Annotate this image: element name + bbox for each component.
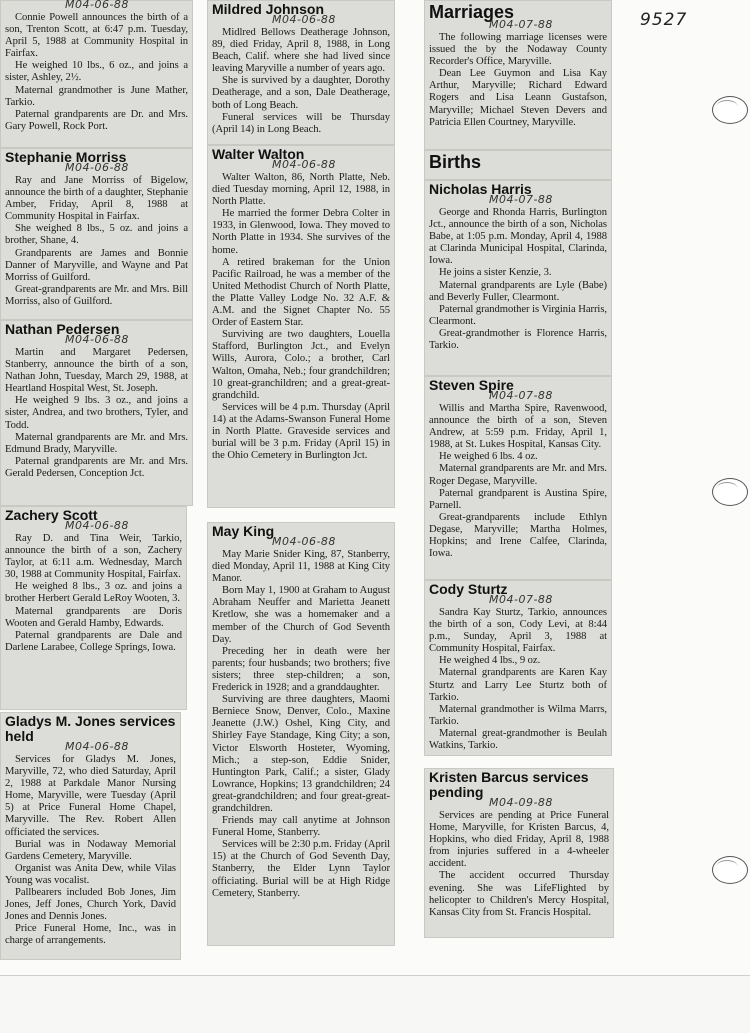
clipping-paragraph: Maternal grandmother is Wilma Marrs, Tarkio. <box>429 703 607 727</box>
clipping-paragraph: Maternal grandmother is June Mather, Tarkio. <box>5 84 188 108</box>
handwritten-date: M04-06-88 <box>272 158 336 171</box>
clipping-heading: Walter Walton <box>212 146 305 162</box>
clipping-paragraph: Great-grandmother is Florence Harris, Tarkio. <box>429 327 607 352</box>
clipping-heading: Nicholas Harris <box>429 181 532 197</box>
clipping-paragraph: Surviving are three daughters, Maomi Berniece Snow, Denver, Colo., Maxine Jeanette (J.W.) Oshel, King City, and Shirley Faye Standage, King City; a son, Victor Elsworth Hosteter, Wyoming, Mich.; a step-son, Eddie Snider, Huntington Park, Calif.; a sister, Glady Lowrance, Hopkins; 13 grandchildren; 24 great-grandchildren; and four great-great-grandchildren. <box>212 694 390 814</box>
clipping-paragraph: Sandra Kay Sturtz, Tarkio, announces the birth of a son, Cody Levi, at 8:44 p.m., Sunday, April 3, 1988 at Community Hospital, Fairfax. <box>429 607 607 655</box>
clipping-powell-birth <box>0 0 193 148</box>
clipping-paragraph: Services will be 4 p.m. Thursday (April 14) at the Adams-Swanson Funeral Home in North Platte. Graveside services and burial will be 3 p.m. Friday (April 15) in the Ohio Cemetery in Burlington Jct. <box>212 401 390 462</box>
clipping-pedersen-birth <box>0 320 193 506</box>
clipping-paragraph: George and Rhonda Harris, Burlington Jct., announce the birth of a son, Nicholas Babe, at 1:05 p.m. Monday, April 4, 1988 at Clarinda Municipal Hospital, Clarinda, Iowa. <box>429 207 607 267</box>
clipping-paragraph: The following marriage licenses were issued the by the Nodaway County Recorder's Office, Maryville. <box>429 32 607 68</box>
clipping-paragraph: He weighed 6 lbs. 4 oz. <box>439 451 538 463</box>
clipping-paragraph: Paternal grandparent is Austina Spire, Parnell. <box>429 487 607 511</box>
clipping-paragraph: Connie Powell announces the birth of a son, Trenton Scott, at 6:47 p.m. Tuesday, April 5, 1988 at Community Hospital in Fairfax. <box>5 12 188 60</box>
clipping-heading: Zachery Scott <box>5 507 98 523</box>
clipping-scott-birth <box>0 506 187 710</box>
clipping-jones-services <box>0 712 181 960</box>
handwritten-date: M04-07-88 <box>489 193 553 206</box>
handwritten-date: M04-09-88 <box>489 796 553 809</box>
clipping-paragraph: Surviving are two daughters, Louella Stafford, Burlington Jct., and Evelyn Wills, Aurora, Colo.; a brother, Carl Walton, Omaha, Neb.; four grandchildren; 10 great-granchildren; and a great-great-grandchild. <box>212 329 390 401</box>
clipping-paragraph: Services for Gladys M. Jones, Maryville, 72, who died Saturday, April 2, 1988 at Parkdale Manor Nursing Home, Maryville, were Tuesday (April 5) at Price Funeral Home Chapel, Maryville. The Rev. Robert Allen officiated the services. <box>5 754 176 838</box>
clipping-heading: Marriages <box>429 2 515 22</box>
clipping-paragraph: Great-grandparents are Mr. and Mrs. Bill Morriss, also of Guilford. <box>5 283 188 307</box>
clipping-heading: Stephanie Morriss <box>5 149 127 165</box>
clipping-sturtz-birth <box>424 580 612 756</box>
clipping-heading: Mildred Johnson <box>212 1 324 17</box>
clipping-paragraph: Organist was Anita Dew, while Vilas Young was vocalist. <box>5 862 176 886</box>
punch-hole-middle <box>712 478 748 506</box>
clipping-paragraph: He joins a sister Kenzie, 3. <box>439 267 552 279</box>
clipping-paragraph: He weighed 4 lbs., 9 oz. <box>439 655 541 667</box>
clipping-paragraph: Maternal grandparents are Doris Wooten and Gerald Hamby, Edwards. <box>5 605 182 629</box>
handwritten-date: M04-07-88 <box>489 18 553 31</box>
handwritten-date: M04-06-88 <box>65 161 129 174</box>
clipping-heading: Cody Sturtz <box>429 581 508 597</box>
clipping-paragraph: May Marie Snider King, 87, Stanberry, died Monday, April 11, 1988 at King City Manor. <box>212 549 390 585</box>
clipping-paragraph: She is survived by a daughter, Dorothy Deatherage, and a son, Dale Deatherage, both of Long Beach. <box>212 75 390 111</box>
handwritten-date: M04-06-88 <box>65 0 129 11</box>
clipping-paragraph: He married the former Debra Colter in 1933, in Glenwood, Iowa. They moved to North Platte in 1934. She survives of the home. <box>212 208 390 256</box>
clipping-paragraph: Dean Lee Guymon and Lisa Kay Arthur, Maryville; Richard Edward Rogers and Lisa Leann Gustafson, Maryville; Michael Steven Devers and Patricia Ellen Courtney, Maryville. <box>429 68 607 128</box>
clipping-paragraph: Ray and Jane Morriss of Bigelow, announce the birth of a daughter, Stephanie Amber, Friday, April 8, 1988 at Community Hospital in Fairfax. <box>5 175 188 223</box>
page-number: 9527 <box>640 10 688 30</box>
clipping-heading: Gladys M. Jones services held <box>5 713 176 744</box>
clipping-paragraph: Paternal grandmother is Virginia Harris, Clearmont. <box>429 303 607 327</box>
clipping-heading: Kristen Barcus services pending <box>429 769 589 800</box>
handwritten-date: M04-07-88 <box>489 593 553 606</box>
clipping-morriss-birth <box>0 148 193 320</box>
clipping-paragraph: Born May 1, 1900 at Graham to August Abraham Neuffer and Marietta Jeanett Kretlow, she was a homemaker and a member of the Church of God Seventh Day. <box>212 585 390 645</box>
punch-hole-top <box>712 96 748 124</box>
clipping-paragraph: Willis and Martha Spire, Ravenwood, announce the birth of a son, Steven Andrew, at 5:59 p.m. Friday, April 1, 1988, at St. Lukes Hospital, Kansas City. <box>429 403 607 451</box>
clipping-paragraph: Paternal grandparents are Mr. and Mrs. Gerald Pedersen, Conception Jct. <box>5 455 188 479</box>
clipping-paragraph: Maternal grandparents are Mr. and Mrs. Edmund Brady, Maryville. <box>5 431 188 455</box>
handwritten-date: M04-06-88 <box>272 13 336 26</box>
clipping-paragraph: Services will be 2:30 p.m. Friday (April 15) at the Church of God Seventh Day, Stanberry, the Elder Lynn Taylor officiating. Burial will be at High Ridge Cemetery, Stanberry. <box>212 839 390 899</box>
clipping-paragraph: He weighed 9 lbs. 3 oz., and joins a sister, Andrea, and two brothers, Tyler, and Todd. <box>5 395 188 431</box>
handwritten-date: M04-06-88 <box>65 519 129 532</box>
punch-hole-bottom <box>712 856 748 884</box>
clipping-paragraph: Great-grandparents include Ethlyn Degase, Maryville; Martha Holmes, Hopkins; and Irene Calfee, Clarinda, Iowa. <box>429 511 607 560</box>
clipping-paragraph: Price Funeral Home, Inc., was in charge of arrangements. <box>5 923 176 947</box>
clipping-paragraph: Maternal grandparents are Lyle (Babe) and Beverly Fuller, Clearmont. <box>429 279 607 303</box>
clipping-paragraph: Pallbearers included Bob Jones, Jim Jones, Jeff Jones, Church York, David Jones and Dennis Jones. <box>5 887 176 923</box>
clipping-paragraph: Walter Walton, 86, North Platte, Neb. died Tuesday morning, April 12, 1988, in North Platte. <box>212 172 390 208</box>
clipping-paragraph: Services are pending at Price Funeral Home, Maryville, for Kristen Barcus, 4, Hopkins, who died Friday, April 8, 1988 from injuries suffered in a 4-wheeler accident. <box>429 810 609 870</box>
clipping-paragraph: Funeral services will be Thursday (April 14) in Long Beach. <box>212 111 390 135</box>
handwritten-date: M04-06-88 <box>272 535 336 548</box>
clipping-paragraph: Maternal grandparents are Mr. and Mrs. Roger Degase, Maryville. <box>429 463 607 487</box>
clipping-births-heading <box>424 150 612 180</box>
clipping-barcus-services <box>424 768 614 938</box>
clipping-paragraph: Grandparents are James and Bonnie Danner of Maryville, and Wayne and Pat Morriss of Guilford. <box>5 247 188 283</box>
clipping-paragraph: He weighed 10 lbs., 6 oz., and joins a sister, Ashley, 2½. <box>5 60 188 84</box>
clipping-paragraph: Maternal grandparents are Karen Kay Sturtz and Larry Lee Sturtz both of Tarkio. <box>429 667 607 703</box>
clipping-paragraph: Martin and Margaret Pedersen, Stanberry, announce the birth of a son, Nathan John, Tuesday, March 29, 1988, at Heartland Hospital West, St. Joseph. <box>5 347 188 395</box>
clipping-heading: Nathan Pedersen <box>5 321 120 337</box>
clipping-paragraph: Paternal grandparents are Dr. and Mrs. Gary Powell, Rock Port. <box>5 108 188 132</box>
clipping-harris-birth <box>424 180 612 376</box>
clipping-marriages <box>424 0 612 150</box>
clipping-heading: Steven Spire <box>429 377 514 393</box>
clipping-spire-birth <box>424 376 612 580</box>
clipping-paragraph: A retired brakeman for the Union Pacific Railroad, he was a member of the United Methodist Church of North Platte, the Platte Valley Lodge No. 32 A.F. & A.M. and the Signet Chapter No. 55 Order of Eastern Star. <box>212 256 390 329</box>
clipping-paragraph: Preceding her in death were her parents; four husbands; two brothers; five sisters; three step-children; a son, Frederick in 1928; and a granddaughter. <box>212 645 390 694</box>
clipping-paragraph: Midlred Bellows Deatherage Johnson, 89, died Friday, April 8, 1988, in Long Beach, Calif. where she had lived since leaving Maryville a number of years ago. <box>212 27 390 75</box>
clipping-johnson-obituary <box>207 0 395 145</box>
handwritten-date: M04-07-88 <box>489 389 553 402</box>
clipping-walton-obituary <box>207 145 395 508</box>
clipping-paragraph: Ray D. and Tina Weir, Tarkio, announce the birth of a son, Zachery Taylor, at 6:11 a.m. Wednesday, March 30, 1988 at Community Hospital, Fairfax. <box>5 533 182 581</box>
handwritten-date: M04-06-88 <box>65 740 129 753</box>
clipping-paragraph: Burial was in Nodaway Memorial Gardens Cemetery, Maryville. <box>5 838 176 862</box>
clipping-paragraph: The accident occurred Thursday evening. She was LifeFlighted by helicopter to Children's Mercy Hospital, Kansas City from St. Francis Hospital. <box>429 870 609 918</box>
clipping-heading: Births <box>429 152 482 172</box>
clipping-king-obituary <box>207 522 395 946</box>
clipping-heading: May King <box>212 523 275 539</box>
clipping-paragraph: She weighed 8 lbs., 5 oz. and joins a brother, Shane, 4. <box>5 223 188 247</box>
clipping-paragraph: Friends may call anytime at Johnson Funeral Home, Stanberry. <box>212 815 390 839</box>
handwritten-date: M04-06-88 <box>65 333 129 346</box>
clipping-paragraph: Maternal great-grandmother is Beulah Watkins, Tarkio. <box>429 727 607 752</box>
clipping-paragraph: Paternal grandparents are Dale and Darlene Larabee, College Springs, Iowa. <box>5 629 182 653</box>
clipping-paragraph: He weighed 8 lbs., 3 oz. and joins a brother Herbert Gerald LeRoy Wooten, 3. <box>5 581 182 605</box>
